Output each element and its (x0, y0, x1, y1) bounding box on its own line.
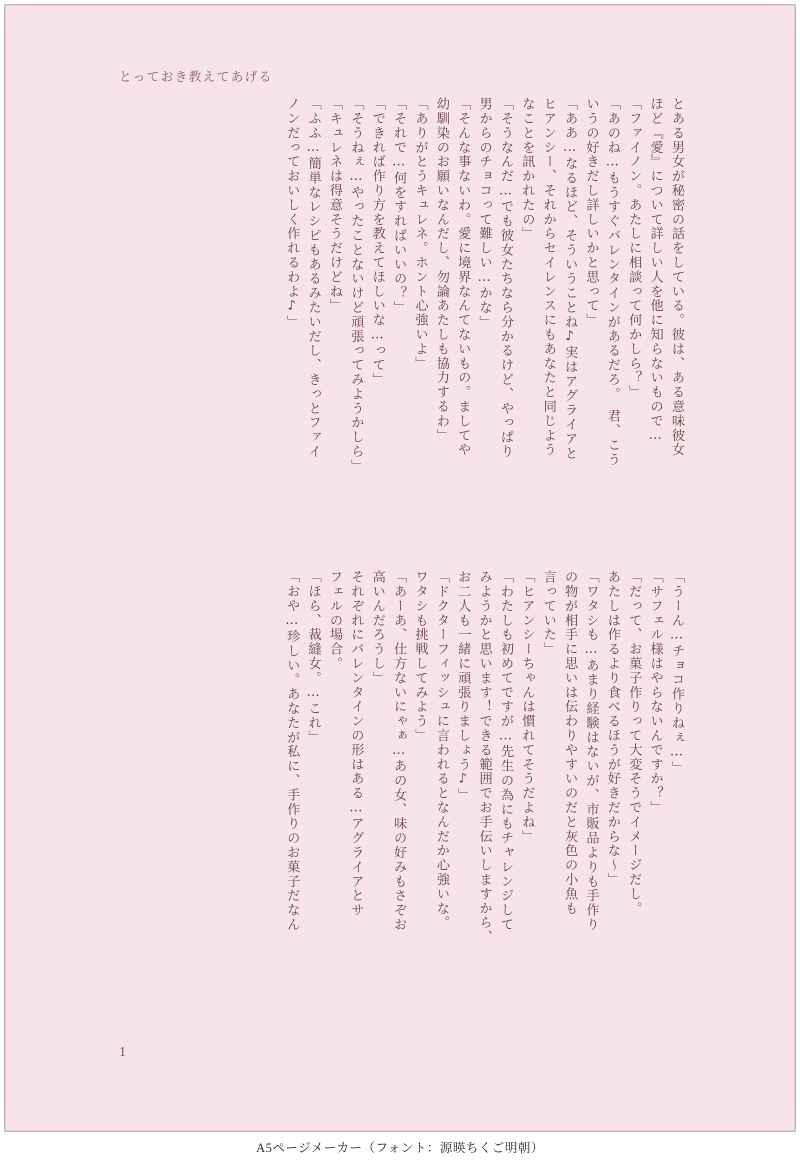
text-line: 「ああ…なるほど、そういうことね♪実はアグライアと (562, 97, 578, 461)
text-line: ほど『愛』について詳しい人を他に知らないもので… (647, 97, 663, 445)
text-line: の物が相手に思いは伝わりやすいのだと灰色の小魚も (562, 570, 578, 916)
text-line: フェルの場合。 (327, 570, 342, 671)
text-line: 高いんだろうし」 (369, 570, 385, 686)
text-block-upper (281, 97, 687, 497)
text-line: なことを訊かれたの」 (519, 97, 535, 241)
footer-credit: A5ページメーカー（フォント：源暎ちくご明朝） (256, 1141, 544, 1155)
text-line: 「キュレネは得意そうだけどね」 (327, 97, 342, 313)
text-line: 「ほら、裁縫女。…これ」 (305, 570, 321, 745)
text-line: 「おや…珍しい。あなたが私に、手作りのお菓子だなん (284, 570, 300, 932)
a5-paper-sheet (4, 4, 796, 1132)
text-line: 「わたしも初めてですが…先生の為にもチャレンジして (498, 570, 513, 932)
text-line: 「ありがとうキュレネ。ホント心強いよ」 (412, 97, 428, 371)
text-line: 「ヒアンシーちゃんは慣れてそうだよね」 (519, 570, 535, 844)
text-line: お二人も一緒に頑張りましょう♪」 (455, 570, 471, 803)
text-line: ヒアンシー、それからセイレンスにもあなたと同じよう (540, 97, 556, 457)
text-block-lower (281, 570, 687, 985)
text-line: それぞれにバレンタインの形はある…アグライアとサ (348, 570, 364, 918)
text-line: 「あのね…もうすぐバレンタインがあるだろ。 君、こう (604, 97, 620, 467)
text-line: 「だって、お菓子作りって大変そうでイメージだし。 (626, 570, 642, 916)
text-line: 「サフェル様はやらないんですか？」 (647, 570, 663, 815)
running-title: とっておき教えてあげる (119, 70, 273, 84)
text-line: 「ファイノン。あたしに相談って何かしら？」 (626, 97, 642, 400)
text-line: ワタシも挑戦してみよう」 (412, 570, 428, 743)
text-line: 「そんな事ないわ。愛に境界なんてないもの。ましてや (455, 97, 471, 457)
text-line: あたしは作るより食べるほうが好きだからな～」 (604, 570, 620, 887)
text-line: いうの好きだし詳しいかと思って」 (583, 97, 599, 328)
text-line: 「そうなんだ…でも彼女たちなら分かるけど、やっぱり (498, 97, 513, 459)
text-line: とある男女が秘密の話をしている。彼は、ある意味彼女 (669, 97, 684, 457)
text-line: みようかと思います！できる範囲でお手伝いしますから、 (476, 570, 492, 945)
text-line: 「ワタシも…あまり経験はないが、市販品よりも手作り (583, 570, 599, 932)
text-line: 幼馴染のお願いなんだし、勿論あたしも協力するわ」 (433, 97, 449, 443)
text-line: 「それで…何をすればいいの？」 (391, 97, 407, 315)
text-line: 「ふふ…簡単なレシピもあるみたいだし、きっとファイ (305, 97, 321, 459)
text-line: 「あーあ、仕方ないにゃぁ…あの女、味の好みもさぞお (391, 570, 407, 932)
text-line: 男からのチョコって難しい…かな」 (476, 97, 492, 330)
text-line: 言っていた」 (540, 570, 556, 657)
text-line: 「そうねぇ…やったことないけど頑張ってみようかしら」 (348, 97, 364, 474)
text-line: ノンだっておいしく作れるわよ♪」 (284, 97, 300, 330)
page-number: 1 (119, 1045, 126, 1060)
text-line: 「うーん…チョコ作りねぇ…」 (669, 570, 684, 776)
text-line: 「ドクターフィッシュに言われるとなんだか心強いな。 (433, 570, 449, 930)
text-line: 「できれば作り方を教えてほしいな…って」 (369, 97, 385, 387)
